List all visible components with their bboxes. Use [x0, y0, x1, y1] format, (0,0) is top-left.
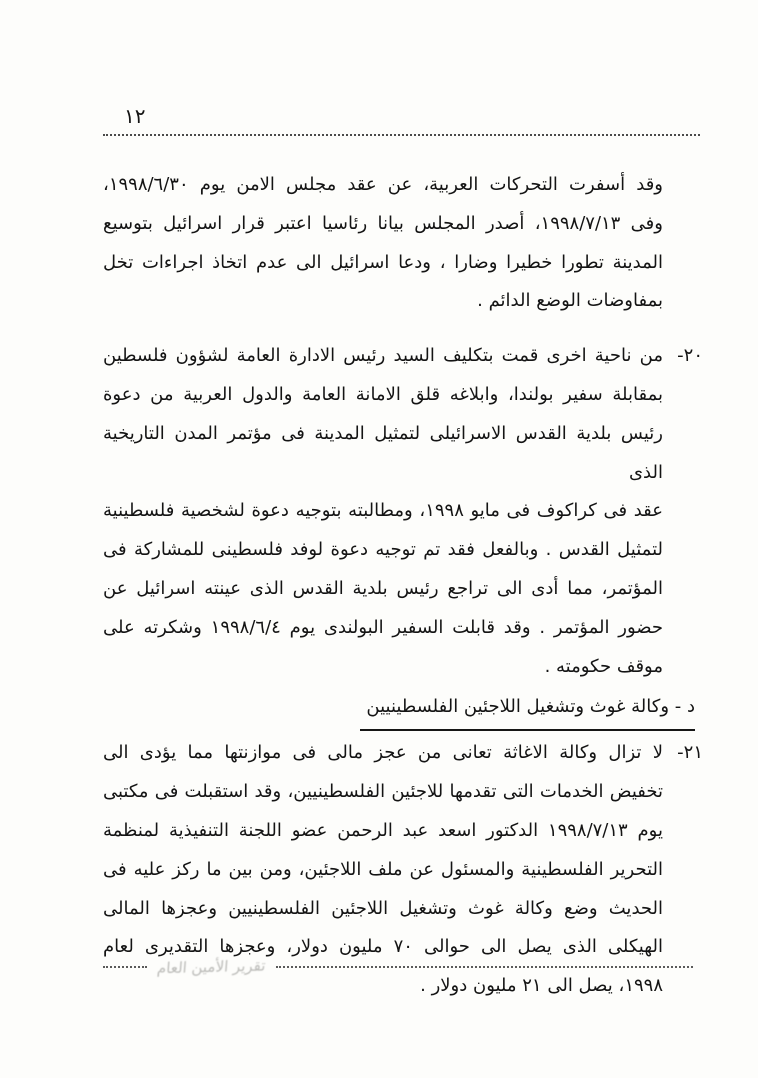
text-line: وقد أسفرت التحركات العربية، عن عقد مجلس الامن يوم ١٩٩٨/٦/٣٠،: [103, 174, 663, 195]
text-line: حضور المؤتمر . وقد قابلت السفير البولندى يوم ١٩٩٨/٦/٤ وشكرته على: [103, 616, 664, 638]
item-20-marker: ٢٠-: [677, 345, 703, 367]
text-line: وفى ١٩٩٨/٧/١٣، أصدر المجلس بيانا رئاسيا اعتبر قرار اسرائيل بتوسيع: [103, 212, 663, 234]
paragraph-item-20: [103, 337, 703, 686]
text-line: بمقابلة سفير بولندا، وابلاغه قلق الامانة العامة والدول العربية من دعوة: [103, 383, 663, 405]
section-d-heading-text: د - وكالة غوث وتشغيل اللاجئين الفلسطينيين: [360, 688, 695, 731]
text-line: لا تزال وكالة الاغاثة تعانى من عجز مالى فى موازنتها مما يؤدى الى: [103, 742, 663, 764]
footer: [103, 958, 693, 976]
text-line: بمفاوضات الوضع الدائم .: [477, 290, 663, 312]
header-rule: [103, 134, 700, 136]
text-line: موقف حكومته .: [544, 655, 663, 677]
text-block: [103, 166, 703, 1008]
text-line: رئيس بلدية القدس الاسرائيلى لتمثيل المدينة فى مؤتمر المدن التاريخية الذى: [103, 422, 663, 483]
text-line: من ناحية اخرى قمت بتكليف السيد رئيس الادارة العامة لشؤون فلسطين: [103, 345, 663, 367]
paragraph-intro: [103, 166, 663, 321]
item-21-marker: ٢١-: [677, 742, 703, 764]
footer-stamp: تقرير الأمين العام: [156, 956, 267, 978]
text-line: التحرير الفلسطينية والمسئول عن ملف اللاجئين، ومن بين ما ركز عليه فى: [103, 858, 663, 880]
text-line: الهيكلى الذى يصل الى حوالى ٧٠ مليون دولار، وعجزها التقديرى لعام: [103, 936, 663, 958]
text-line: المدينة تطورا خطيرا وضارا ، ودعا اسرائيل الى عدم اتخاذ اجراءات تخل: [103, 251, 663, 273]
section-d-heading: [103, 688, 695, 732]
text-line: تخفيض الخدمات التى تقدمها للاجئين الفلسطينيين، وقد استقبلت فى مكتبى: [103, 781, 663, 803]
text-line: لتمثيل القدس . وبالفعل فقد تم توجيه دعوة لوفد فلسطينى للمشاركة فى: [103, 539, 663, 561]
text-line: يوم ١٩٩٨/٧/١٣ الدكتور اسعد عبد الرحمن عضو اللجنة التنفيذية لمنظمة: [103, 819, 663, 841]
text-line: ١٩٩٨، يصل الى ٢١ مليون دولار .: [420, 975, 663, 997]
text-line: الحديث وضع وكالة غوث وتشغيل اللاجئين الفلسطينيين وعجزها المالى: [103, 897, 663, 919]
footer-rule-long: [276, 966, 693, 968]
footer-rule-short: [103, 966, 147, 968]
text-line: عقد فى كراكوف فى مايو ١٩٩٨، ومطالبته بتوجيه دعوة لشخصية فلسطينية: [103, 500, 663, 522]
text-line: المؤتمر، مما أدى الى تراجع رئيس بلدية القدس الذى عينته اسرائيل عن: [103, 577, 663, 599]
page-number: ١٢: [124, 104, 146, 128]
